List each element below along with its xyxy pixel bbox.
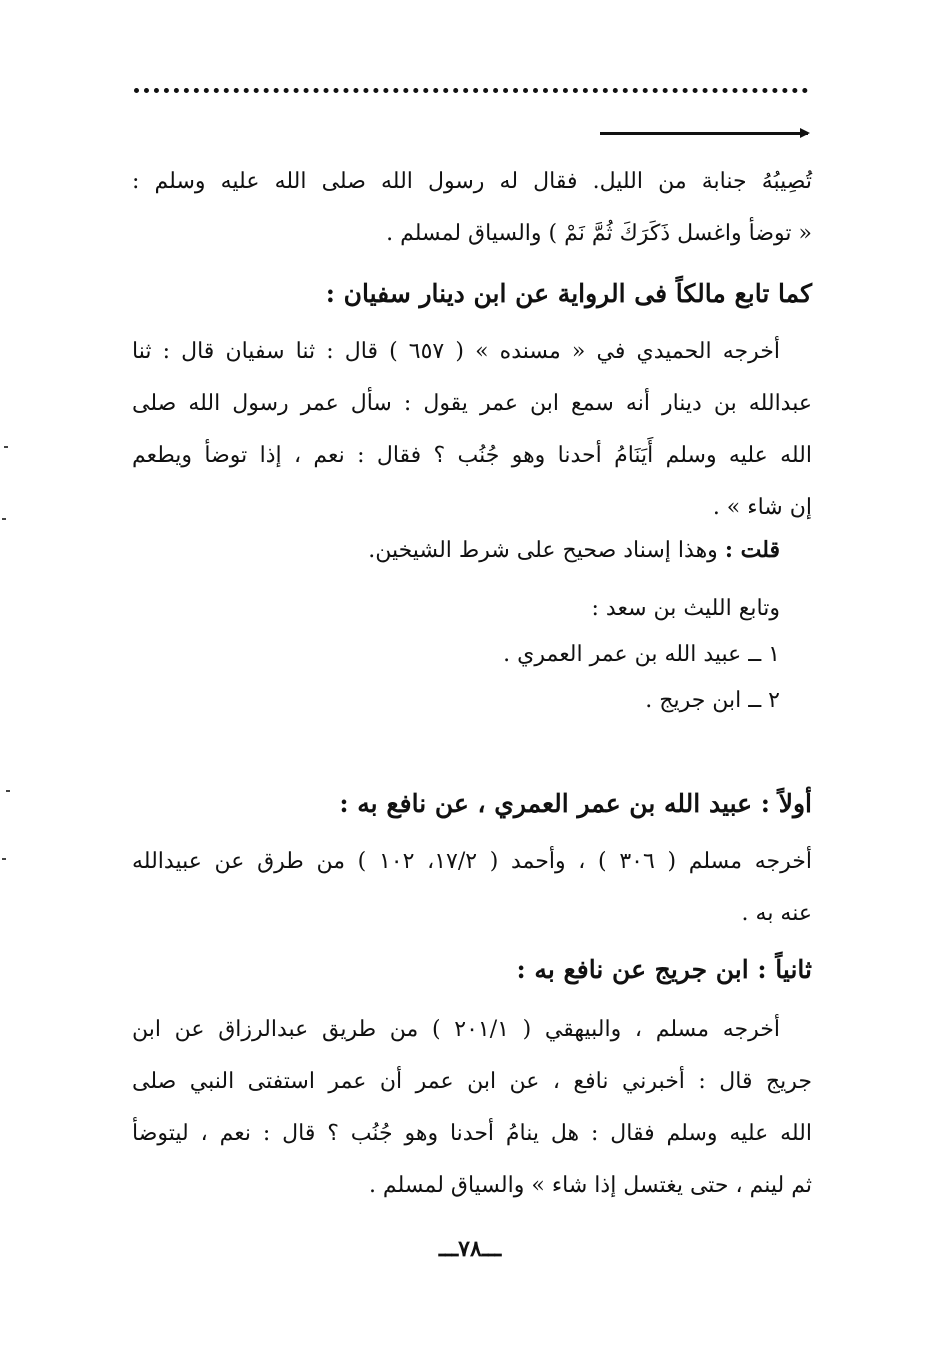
text-line: « توضأ واغسل ذَكَرَكَ ثُمَّ نَمْ ) والسياق لمسلم . [386,221,812,246]
scan-speck [4,446,8,448]
section-heading-3: ثانياً : ابن جريج عن نافع به : [516,955,812,984]
paragraph-humaidi [132,326,812,534]
text-line: الله عليه وسلم فقال : هل ينامُ أحدنا وهو جُنُب ؟ قال : نعم ، ليتوضأ [132,1121,812,1146]
text-line: أخرجه مسلم ، والبيهقي ( ٢٠١/١ ) من طريق عبدالرزاق عن ابن [132,1017,780,1042]
list-item: ٢ ــ ابن جريج . [645,688,780,713]
note-line [132,524,780,576]
list-item: ١ ــ عبيد الله بن عمر العمري . [503,642,780,667]
text-line: عبدالله بن دينار أنه سمع ابن عمر يقول : سأل عمر رسول الله صلى [132,391,812,416]
note-lead: قلت : [724,537,780,563]
text-line: عنه به . [741,901,812,926]
paragraph-top [132,156,812,260]
note-text: وهذا إسناد صحيح على شرط الشيخين. [368,538,718,563]
dotted-rule [134,88,808,93]
scan-speck [2,858,6,860]
note-paragraph [132,524,812,576]
followers-intro: وتابع الليث بن سعد : [591,596,780,621]
paragraph-bayhaqi [132,1004,812,1212]
scan-speck [2,518,6,520]
text-line: أخرجه الحميدي في « مسنده » ( ٦٥٧ ) قال : ثنا سفيان قال : ثنا [132,339,780,364]
text-line: إن شاء » . [712,495,812,520]
section-heading-1: كما تابع مالكاً فى الرواية عن ابن دينار سفيان : [325,279,812,308]
followers-list [132,586,812,724]
text-line: تُصِيبُهُ جنابة من الليل. فقال له رسول الله صلى الله عليه وسلم : [132,169,812,194]
text-line: جريج قال : أخبرني نافع ، عن ابن عمر أن عمر استفتى النبي صلى [132,1069,812,1094]
text-line: الله عليه وسلم أَيَنَامُ أحدنا وهو جُنُب ؟ فقال : نعم ، إذا توضأ ويطعم [132,443,812,468]
paragraph-muslim [132,836,812,940]
text-line: ثم لينم ، حتى يغتسل إذا شاء » والسياق لمسلم . [368,1173,812,1198]
arrow-rule [600,132,808,135]
text-line: أخرجه مسلم ( ٣٠٦ ) ، وأحمد ( ١٧/٢، ١٠٢ ) من طرق عن عبيدالله [132,849,812,874]
scan-speck [6,790,10,792]
section-heading-2: أولاً : عبيد الله بن عمر العمري ، عن نافع به : [339,789,812,818]
page-number: ـــ٧٨ـــ [438,1236,502,1262]
